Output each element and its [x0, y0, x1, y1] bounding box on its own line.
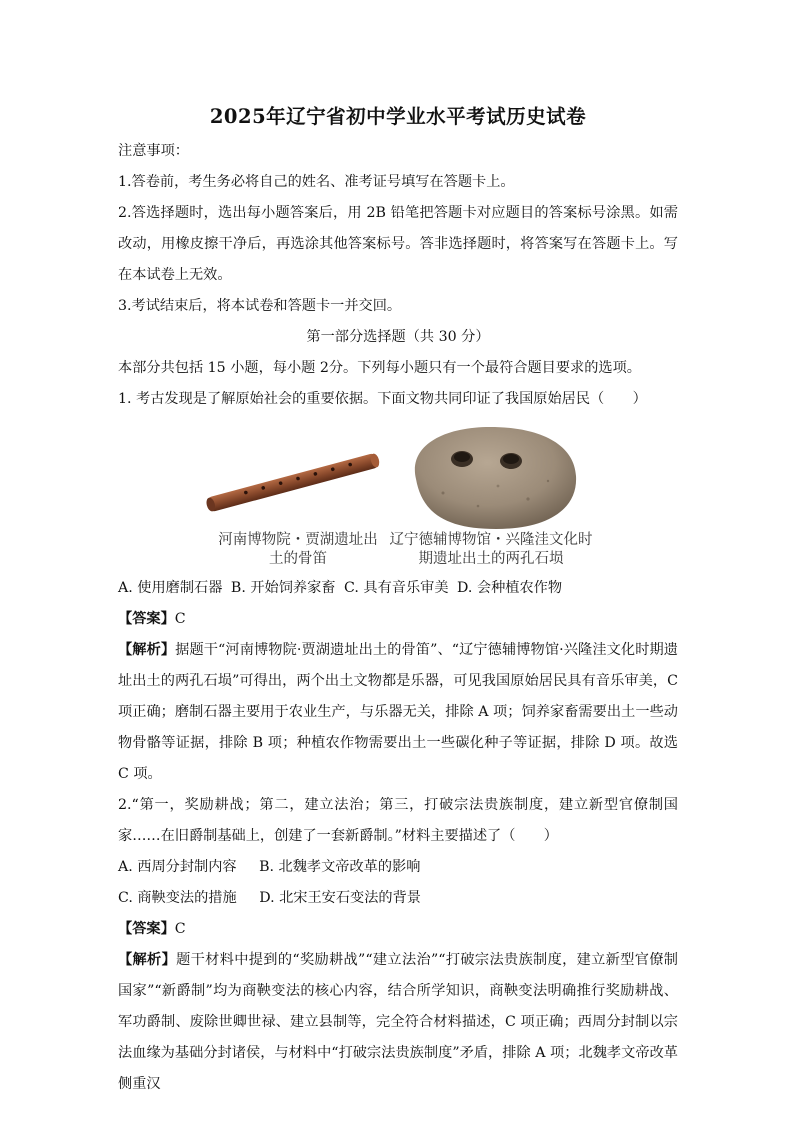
stone-xun-image: [398, 421, 583, 533]
option-c: C. 商鞅变法的措施: [118, 890, 237, 906]
notice-item-1: 1.答卷前，考生务必将自己的姓名、准考证号填写在答题卡上。: [118, 174, 515, 190]
answer-value: C: [174, 921, 186, 937]
answer-label: 【答案】: [118, 611, 175, 627]
option-a: A. 使用磨制石器: [118, 580, 223, 596]
page-content: [118, 100, 678, 1100]
question-2-answer: [118, 914, 678, 945]
answer-label: 【答案】: [118, 921, 175, 937]
question-1-figure: [118, 421, 678, 573]
option-b: B. 开始饲养家畜: [230, 580, 336, 596]
notice-item-2: 2.答选择题时，选出每小题答案后，用 2B 铅笔把答题卡对应题目的答案标号涂黑。如需改动，用橡皮擦干净后，再选涂其他答案标号。答非选择题时，将答案写在答题卡上。写在本试卷上无效。: [118, 205, 678, 283]
stone-xun-caption: 辽宁德辅博物馆・兴隆洼文化时期遗址出土的两孔石埙: [389, 532, 593, 567]
question-2-analysis: [118, 945, 678, 1100]
analysis-label: 【解析】: [118, 952, 177, 968]
option-b: B. 北魏孝文帝改革的影响: [259, 859, 421, 875]
notice-heading: 注意事项：: [118, 143, 189, 159]
question-1-options: [118, 573, 678, 604]
question-2-options-row-2: [118, 883, 678, 914]
section-heading: 第一部分选择题（共 30 分）: [306, 329, 490, 345]
option-d: D. 会种植农作物: [457, 580, 563, 596]
bone-flute-caption: 河南博物院・贾湖遗址出土的骨笛: [218, 532, 378, 567]
question-1-stem: 1. 考古发现是了解原始社会的重要依据。下面文物共同印证了我国原始居民（ ）: [118, 391, 647, 407]
question-1-answer: [118, 604, 678, 635]
section-intro: 本部分共包括 15 小题，每小题 2分。下列每小题只有一个最符合题目要求的选项。: [118, 360, 641, 376]
analysis-text: 据题干“河南博物院·贾湖遗址出土的骨笛”、“辽宁德辅博物馆·兴隆洼文化时期遗址出土的两孔石埙”可得出，两个出土文物都是乐器，可见我国原始居民具有音乐审美，C 项正确；磨制石器主要用于农业生产，与乐器无关，排除 A 项；饲养家畜需要出土一些动物骨骼等证据，排除 B 项；种植农作物需要出土一些碳化种子等证据，排除 D 项。故选 C 项。: [118, 642, 678, 782]
option-a: A. 西周分封制内容: [118, 859, 237, 875]
analysis-label: 【解析】: [118, 642, 176, 658]
question-2-options-row-1: [118, 852, 678, 883]
option-c: C. 具有音乐审美: [344, 580, 449, 596]
answer-value: C: [174, 611, 186, 627]
question-2-stem: 2.“第一，奖励耕战；第二，建立法治；第三，打破宗法贵族制度，建立新型官僚制国家……在旧爵制基础上，创建了一套新爵制。”材料主要描述了（ ）: [118, 797, 678, 844]
analysis-text: 题干材料中提到的“奖励耕战”“建立法治”“打破宗法贵族制度，建立新型官僚制国家”“新爵制”均为商鞅变法的核心内容，结合所学知识，商鞅变法明确推行奖励耕战、军功爵制、废除世卿世禄、建立县制等，完全符合材料描述，C 项正确；西周分封制以宗法血缘为基础分封诸侯，与材料中“打破宗法贵族制度”矛盾，排除 A 项；北魏孝文帝改革侧重汉: [118, 952, 678, 1092]
bone-flute-image: [203, 433, 383, 533]
page-title: 2025年辽宁省初中学业水平考试历史试卷: [209, 105, 587, 128]
notice-item-3: 3.考试结束后，将本试卷和答题卡一并交回。: [118, 298, 402, 314]
option-d: D. 北宋王安石变法的背景: [259, 890, 421, 906]
question-1-analysis: [118, 635, 678, 790]
